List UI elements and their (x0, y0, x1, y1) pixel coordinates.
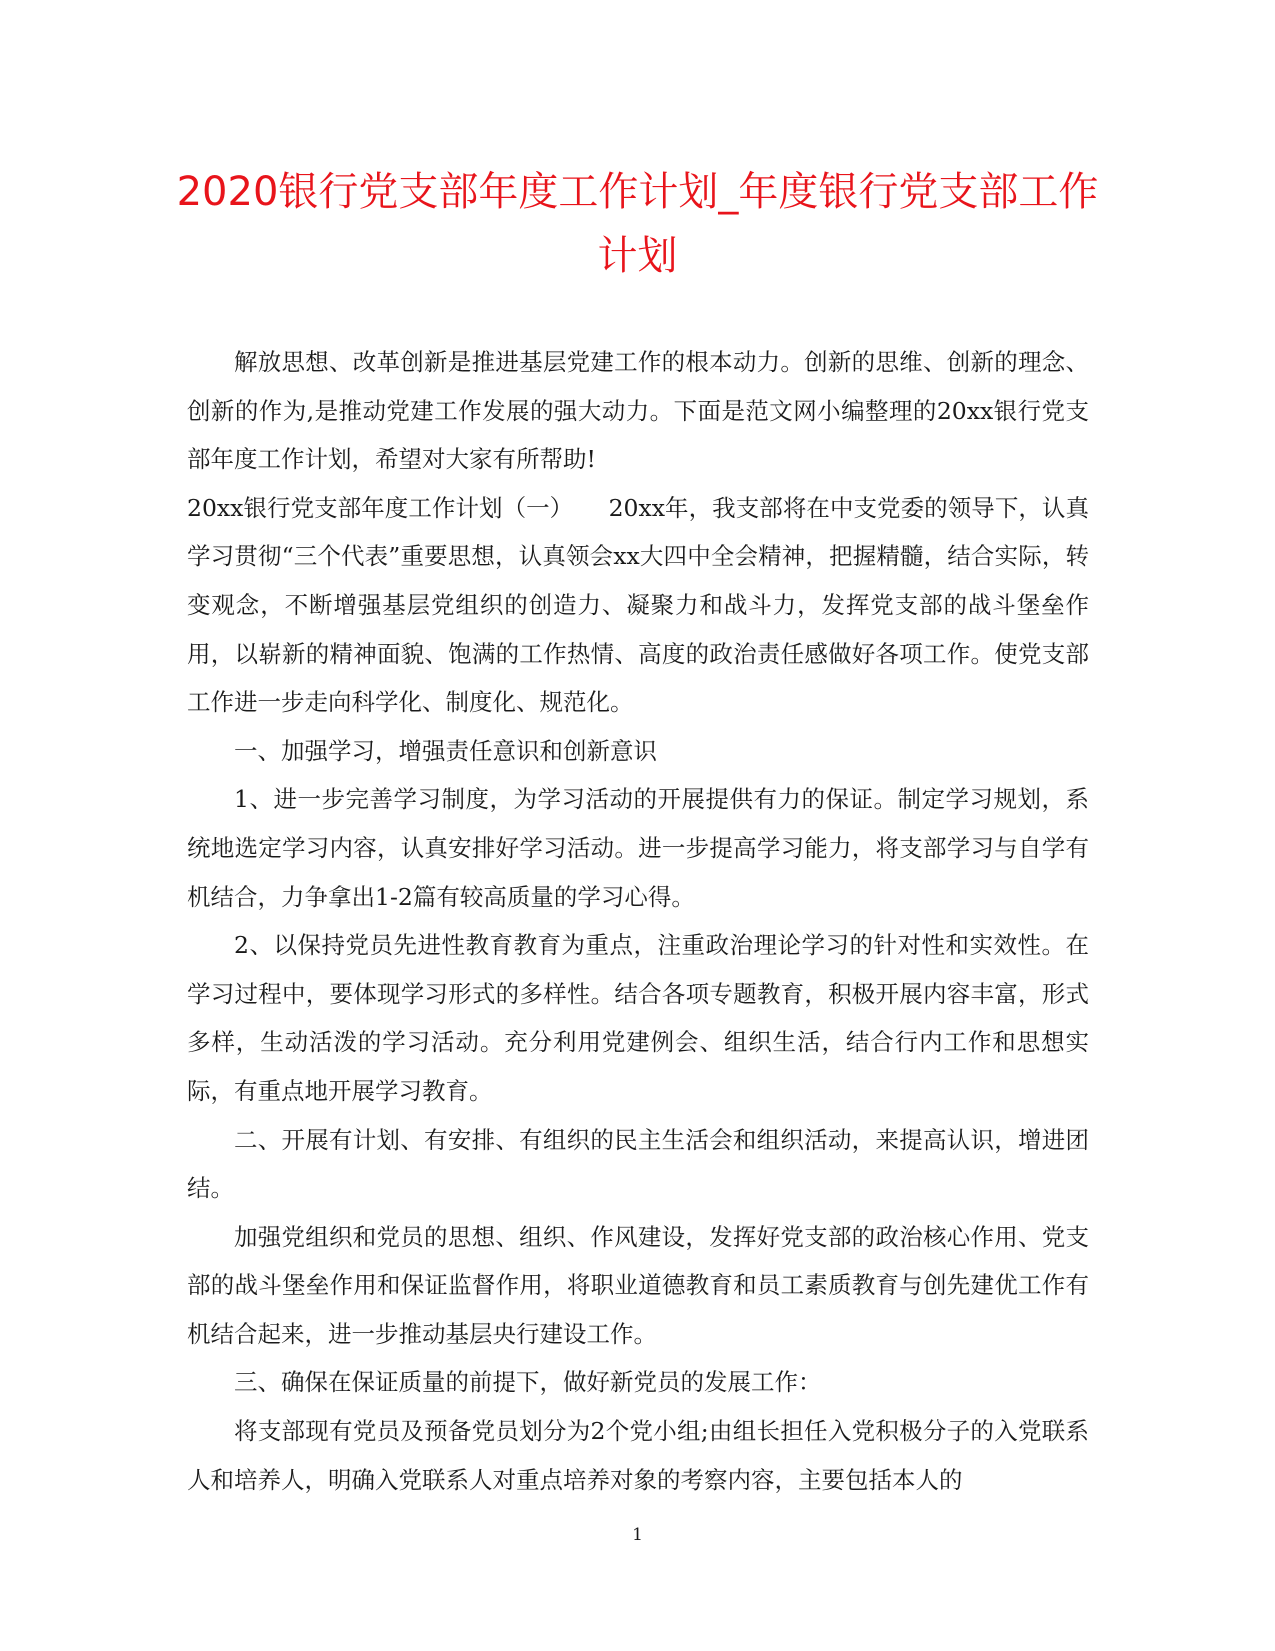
paragraph-section-two: 加强党组织和党员的思想、组织、作风建设，发挥好党支部的政治核心作用、党支部的战斗堡垒作用和保证监督作用，将职业道德教育和员工素质教育与创先建优工作有机结合起来，进一步推动基层央行建设工作。 (187, 1222, 1089, 1348)
paragraph-plan-one: 20xx银行党支部年度工作计划（一） 20xx年，我支部将在中支党委的领导下，认真学习贯彻“三个代表”重要思想，认真领会xx大四中全会精神，把握精髓，结合实际，转变观念，不断增强基层党组织的创造力、凝聚力和战斗力，发挥党支部的战斗堡垒作用，以崭新的精神面貌、饱满的工作热情、高度的政治责任感做好各项工作。使党支部工作进一步走向科学化、制度化、规范化。 (187, 493, 1089, 717)
paragraph-section-three: 将支部现有党员及预备党员划分为2个党小组;由组长担任入党积极分子的入党联系人和培养人，明确入党联系人对重点培养对象的考察内容，主要包括本人的 (187, 1417, 1089, 1494)
paragraph-item-1: 1、进一步完善学习制度，为学习活动的开展提供有力的保证。制定学习规划，系统地选定学习内容，认真安排好学习活动。进一步提高学习能力，将支部学习与自学有机结合，力争拿出1-2篇有较高质量的学习心得。 (187, 785, 1089, 911)
section-heading-three: 三、确保在保证质量的前提下，做好新党员的发展工作： (234, 1368, 822, 1397)
page-number: 1 (632, 1525, 643, 1545)
section-heading-one: 一、加强学习，增强责任意识和创新意识 (234, 736, 657, 765)
section-heading-two: 二、开展有计划、有安排、有组织的民主生活会和组织活动，来提高认识，增进团结。 (187, 1125, 1089, 1203)
document-body (187, 338, 1089, 1504)
document-title: 2020银行党支部年度工作计划_年度银行党支部工作计划 (176, 169, 1099, 279)
paragraph-intro: 解放思想、改革创新是推进基层党建工作的根本动力。创新的思维、创新的理念、创新的作为,是推动党建工作发展的强大动力。下面是范文网小编整理的20xx银行党支部年度工作计划，希望对大家有所帮助! (187, 348, 1089, 474)
paragraph-item-2: 2、以保持党员先进性教育教育为重点，注重政治理论学习的针对性和实效性。在学习过程中，要体现学习形式的多样性。结合各项专题教育，积极开展内容丰富，形式多样，生动活泼的学习活动。充分利用党建例会、组织生活，结合行内工作和思想实际，有重点地开展学习教育。 (187, 931, 1089, 1105)
